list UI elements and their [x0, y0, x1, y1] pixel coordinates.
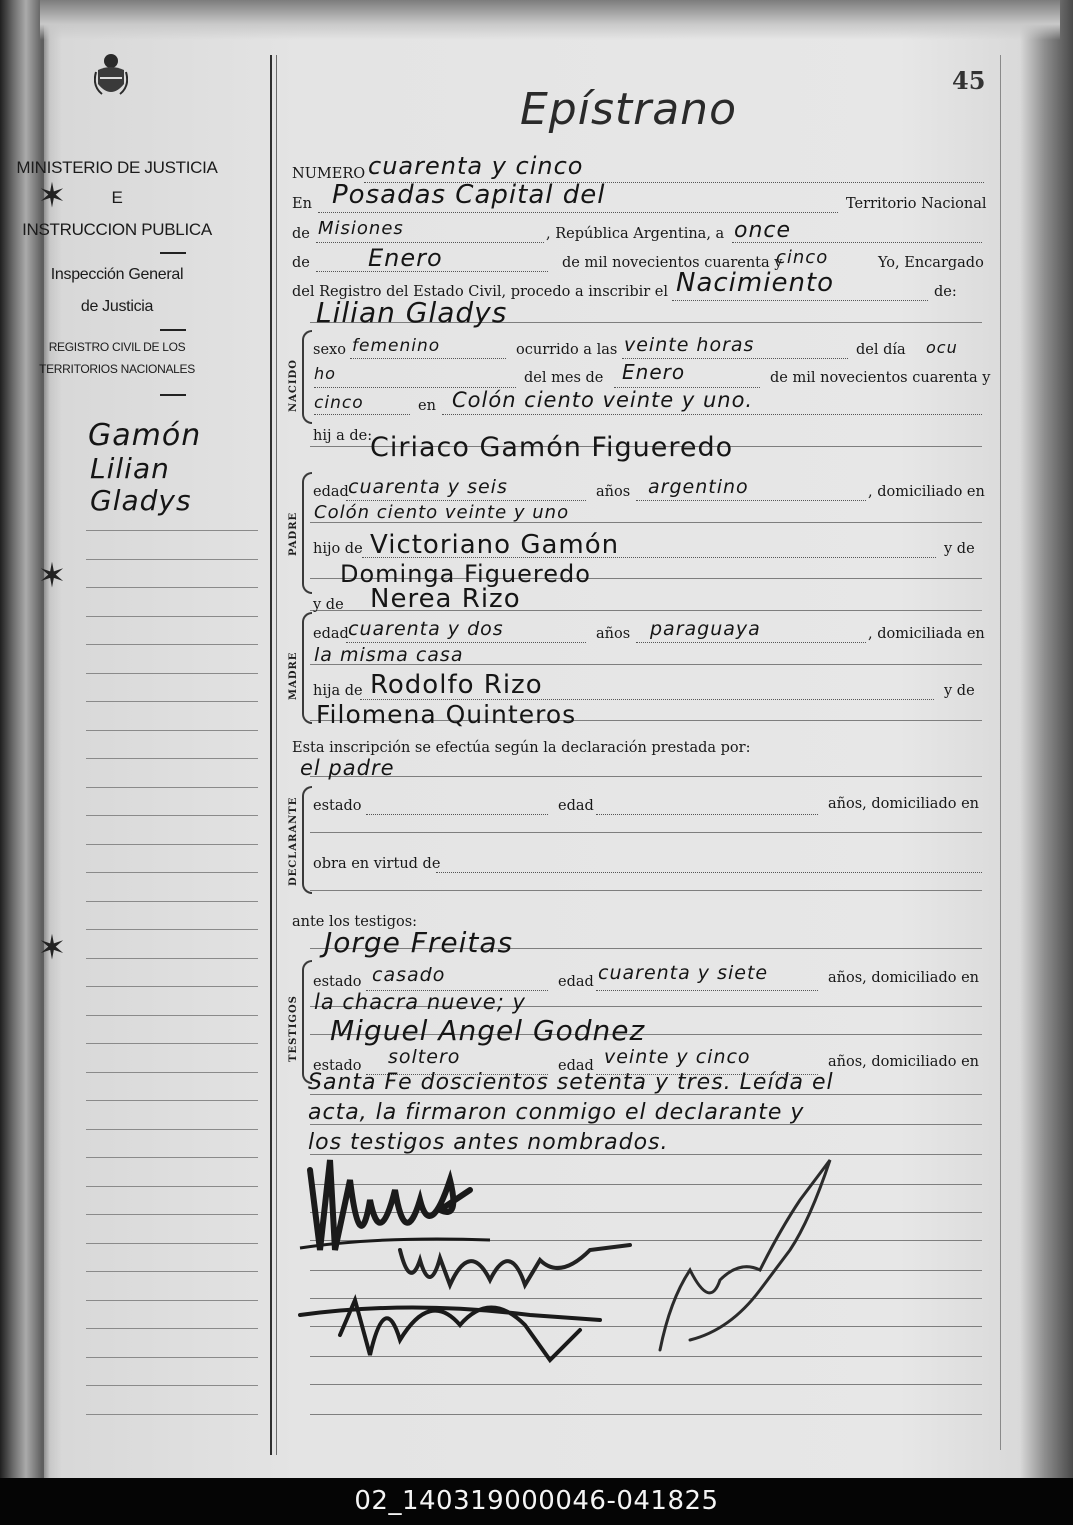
ruled-line [86, 1357, 258, 1358]
ruled-line [86, 844, 258, 845]
mother-address: la misma casa [314, 644, 464, 666]
act-type-value: Nacimiento [676, 268, 835, 298]
edad-label: edad [313, 484, 349, 500]
en2-label: en [418, 398, 436, 414]
fill-line [314, 414, 410, 415]
ruled-line [86, 1129, 258, 1130]
ruled-line [86, 929, 258, 930]
maternal-grandmother: Filomena Quinteros [316, 700, 577, 729]
ruled-line [86, 872, 258, 873]
section-label-declarante: DECLARANTE [288, 796, 299, 886]
witness1-age: cuarenta y siete [598, 962, 769, 984]
inspection-line-2: de Justicia [80, 298, 154, 315]
ruled-line [86, 1271, 258, 1272]
day-value: once [734, 218, 792, 243]
anos-label: años [596, 484, 631, 500]
edad-label-w1: edad [558, 974, 594, 990]
fill-line [318, 212, 838, 213]
ruled-line [86, 1300, 258, 1301]
witness1-civil-status: casado [372, 964, 446, 986]
section-label-madre: MADRE [288, 651, 299, 700]
hija-de-label: hija de [313, 683, 363, 699]
ruled-line [86, 730, 258, 731]
witness2-civil-status: soltero [388, 1046, 461, 1068]
estado-label: estado [313, 798, 362, 814]
margin-secondname: Gladys [90, 484, 192, 517]
fill-line [636, 642, 866, 643]
closing-line-1: acta, la firmaron conmigo el declarante y [308, 1100, 805, 1125]
ruled-line [310, 832, 982, 833]
month-value: Enero [368, 244, 443, 272]
ministry-line-3: INSTRUCCION PUBLICA [22, 220, 212, 239]
ocurrido-label: ocurrido a las [516, 342, 618, 358]
right-margin-line [1000, 55, 1001, 1450]
ruled-line [86, 1072, 258, 1073]
birth-day-part2: ho [314, 364, 336, 383]
registry-line-1: REGISTRO CIVIL DE LOS [48, 340, 186, 354]
divider [160, 252, 186, 254]
ruled-line [86, 1157, 258, 1158]
mother-full-name: Nerea Rizo [370, 584, 521, 614]
estado-label-w2: estado [313, 1058, 362, 1074]
ruled-line [310, 1414, 982, 1415]
ruled-line [86, 644, 258, 645]
province-value: Misiones [318, 218, 404, 239]
ruled-line [86, 1243, 258, 1244]
ruled-line [86, 1100, 258, 1101]
fill-line [596, 990, 818, 991]
fill-line [346, 500, 586, 501]
fill-line [350, 358, 506, 359]
ruled-line [86, 1214, 258, 1215]
de-label: de [292, 226, 310, 242]
ruled-line [86, 958, 258, 959]
column-divider-inner [276, 55, 277, 1455]
ruled-line [86, 1385, 258, 1386]
inspection-line-1: Inspección General [50, 266, 184, 283]
ruled-line [86, 530, 258, 531]
registro-label: del Registro del Estado Civil, procedo a inscribir el [292, 284, 669, 300]
republica-label: , República Argentina, a [546, 226, 725, 242]
section-brace [302, 786, 312, 894]
ruled-line [86, 1414, 258, 1415]
binding-stitch: ✶ [37, 928, 67, 968]
territorio-label: Territorio Nacional [846, 196, 987, 212]
ruled-line [86, 1186, 258, 1187]
section-brace [302, 330, 312, 424]
sexo-value: femenino [352, 336, 441, 356]
obra-label: obra en virtud de [313, 856, 441, 872]
section-brace [302, 472, 312, 594]
anos-dom-label: años, domiciliado en [828, 796, 979, 812]
witness2-name: Miguel Angel Godnez [330, 1014, 646, 1047]
ruled-line [86, 1043, 258, 1044]
section-label-nacido: NACIDO [288, 359, 299, 412]
witness2-age: veinte y cinco [604, 1046, 751, 1068]
ruled-line [310, 776, 982, 777]
fill-line [636, 500, 866, 501]
fill-line [672, 300, 928, 301]
image-caption: 02_140319000046-041825 [0, 1478, 1073, 1525]
birth-year-label: de mil novecientos cuarenta y [770, 370, 991, 386]
ruled-line [86, 587, 258, 588]
column-divider [270, 55, 272, 1455]
hour-value: veinte horas [624, 334, 755, 356]
ruled-line [86, 1015, 258, 1016]
year-value: cinco [776, 247, 829, 268]
ministry-line-1: MINISTERIO DE JUSTICIA [16, 158, 218, 177]
father-age: cuarenta y seis [348, 476, 508, 498]
signatures [290, 1140, 990, 1390]
fill-line [622, 358, 848, 359]
fill-line [346, 642, 586, 643]
mother-nationality: paraguaya [650, 618, 761, 640]
edad-label-2: edad [313, 626, 349, 642]
closing-line-2: los testigos antes nombrados. [308, 1130, 669, 1155]
ruled-line [86, 901, 258, 902]
birth-year-value: cinco [314, 393, 364, 413]
ruled-line [310, 890, 982, 891]
anos-label-2: años [596, 626, 631, 642]
ruled-line [86, 1328, 258, 1329]
coat-of-arms-icon [94, 52, 128, 100]
en-value: Posadas Capital del [332, 180, 606, 210]
margin-surname: Gamón [88, 418, 202, 453]
registry-line-2: TERRITORIOS NACIONALES [39, 362, 195, 376]
fill-line [596, 814, 818, 815]
child-name: Lilian Gladys [316, 296, 508, 329]
del-dia-label: del día [856, 342, 906, 358]
fill-line [316, 242, 544, 243]
witness2-address: Santa Fe doscientos setenta y tres. Leída el [308, 1070, 834, 1095]
edad-label-w2: edad [558, 1058, 594, 1074]
anos-dom-label-w2: años, domiciliado en [828, 1054, 979, 1070]
annotation-stamp: Epístrano [520, 84, 737, 135]
sexo-label: sexo [313, 342, 346, 358]
birth-place: Colón ciento veinte y uno. [452, 388, 754, 412]
hija-label: hij a de: [313, 428, 373, 444]
fill-line [436, 872, 982, 873]
binding-stitch: ✶ [37, 556, 67, 596]
declarant-value: el padre [300, 756, 395, 780]
ruled-line [86, 986, 258, 987]
y-de2-label: y de [313, 597, 344, 613]
ruled-line [86, 815, 258, 816]
page-top-edge [40, 0, 1060, 40]
ruled-line [86, 616, 258, 617]
divider [160, 329, 186, 331]
anos-dom-label-w1: años, domiciliado en [828, 970, 979, 986]
del-mes-label: del mes de [524, 370, 604, 386]
witness1-name: Jorge Freitas [324, 926, 514, 959]
father-nationality: argentino [648, 476, 749, 498]
yo-label: Yo, Encargado [878, 255, 984, 271]
birth-month: Enero [622, 360, 686, 384]
binding-stitch: ✶ [37, 176, 67, 216]
margin-firstname: Lilian [90, 452, 170, 485]
ruled-line [86, 559, 258, 560]
maternal-grandfather: Rodolfo Rizo [370, 670, 543, 700]
declaracion-label: Esta inscripción se efectúa según la declaración prestada por: [292, 740, 751, 756]
ministry-line-2: E [111, 188, 123, 207]
year-label: de mil novecientos cuarenta y [562, 255, 783, 271]
y-de-label: y de [944, 541, 975, 557]
domiciliado-label: , domiciliado en [868, 484, 985, 500]
estado-label-w1: estado [313, 974, 362, 990]
ruled-line [86, 787, 258, 788]
paternal-grandfather: Victoriano Gamón [370, 530, 620, 560]
paternal-grandmother: Dominga Figueredo [340, 560, 591, 588]
father-full-name: Ciriaco Gamón Figueredo [370, 432, 734, 463]
divider [160, 394, 186, 396]
section-brace [302, 612, 312, 724]
ruled-line [86, 758, 258, 759]
de3-label: de: [934, 284, 957, 300]
section-label-testigos: TESTIGOS [288, 995, 299, 1062]
numero-value: cuarenta y cinco [368, 152, 584, 180]
hijo-de-label: hijo de [313, 541, 363, 557]
ruled-line [86, 673, 258, 674]
section-label-padre: PADRE [288, 511, 299, 556]
de2-label: de [292, 255, 310, 271]
father-address: Colón ciento veinte y uno [314, 502, 570, 523]
numero-label: NUMERO [292, 166, 366, 182]
fill-line [442, 414, 982, 415]
y-de-label-2: y de [944, 683, 975, 699]
section-brace [302, 960, 312, 1084]
witness1-address: la chacra nueve; y [314, 990, 526, 1014]
page-number: 45 [952, 66, 986, 95]
fill-line [366, 814, 548, 815]
testigos-label: ante los testigos: [292, 914, 418, 930]
birth-day-part1: ocu [926, 338, 958, 357]
mother-age: cuarenta y dos [348, 618, 504, 640]
domiciliada-label: , domiciliada en [868, 626, 985, 642]
en-label: En [292, 196, 312, 212]
ruled-line [86, 701, 258, 702]
edad-label-3: edad [558, 798, 594, 814]
